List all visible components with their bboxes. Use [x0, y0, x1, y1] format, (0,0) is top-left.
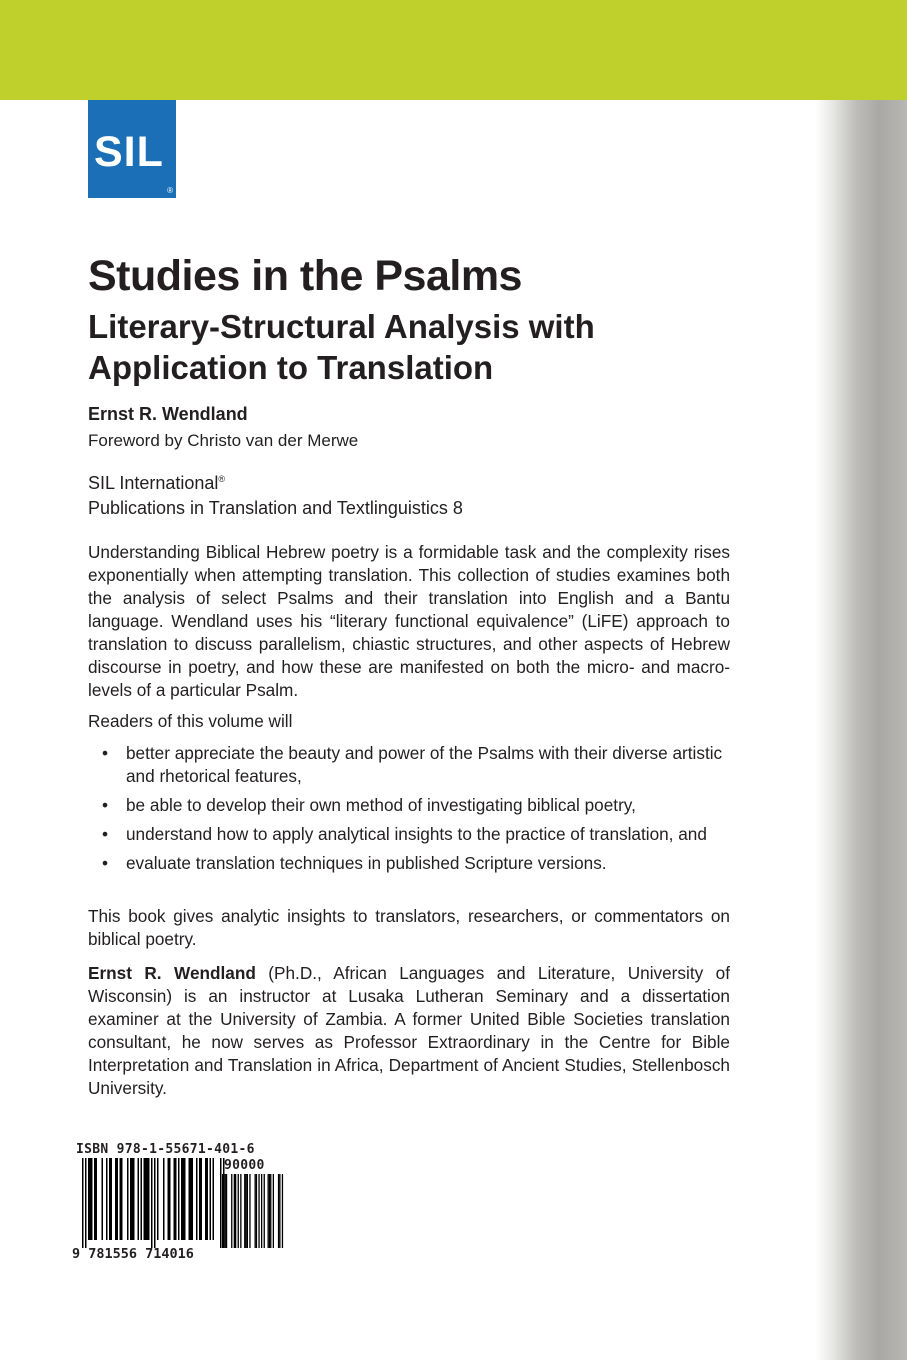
- barcode-bar: [169, 1158, 171, 1240]
- barcode-bar: [190, 1158, 192, 1240]
- barcode-bar: [199, 1158, 201, 1240]
- list-item: [100, 794, 730, 817]
- barcode-bar: [82, 1158, 84, 1248]
- barcode-bar: [220, 1158, 222, 1248]
- barcode-bar: [148, 1158, 150, 1240]
- bullet-icon: •: [102, 853, 109, 873]
- bio-author-name: Ernst R. Wendland: [88, 963, 256, 983]
- addon-bar: [278, 1174, 279, 1248]
- barcode-bar: [157, 1158, 159, 1240]
- barcode-bar: [147, 1158, 149, 1240]
- addon-bar: [231, 1174, 232, 1248]
- isbn-barcode: [72, 1142, 284, 1272]
- bullet-text: understand how to apply analytical insights to the practice of translation, and: [126, 824, 707, 844]
- addon-bar: [234, 1174, 235, 1248]
- barcode-bar: [210, 1158, 212, 1240]
- addon-bar: [268, 1174, 269, 1248]
- addon-bar: [256, 1174, 257, 1248]
- bullet-text: evaluate translation techniques in published Scripture versions.: [126, 853, 607, 873]
- book-subtitle: [88, 306, 708, 388]
- ean-digits: 9 781556 714016: [72, 1246, 194, 1262]
- barcode-bar: [94, 1158, 96, 1240]
- barcode-bar: [138, 1158, 140, 1240]
- addon-bar: [258, 1174, 259, 1248]
- barcode-bar: [207, 1158, 209, 1240]
- barcode-bar: [192, 1158, 194, 1240]
- foreword-credit: Foreword by Christo van der Merwe: [88, 431, 359, 450]
- barcode-bar: [130, 1158, 132, 1240]
- barcode-bar: [102, 1158, 104, 1240]
- addon-bar: [261, 1174, 262, 1248]
- barcode-bar: [85, 1158, 87, 1248]
- addon-bar: [269, 1174, 270, 1248]
- barcode-bar: [183, 1158, 185, 1240]
- barcode-bar: [109, 1158, 111, 1240]
- barcode-bar: [133, 1158, 135, 1240]
- barcode-bar: [154, 1158, 156, 1248]
- publisher-name: SIL International: [88, 473, 219, 493]
- barcode-bar: [201, 1158, 203, 1240]
- barcode-bar: [111, 1158, 113, 1240]
- barcode-bar: [175, 1158, 177, 1240]
- barcode-bar: [91, 1158, 93, 1240]
- barcode-bar: [132, 1158, 134, 1240]
- barcode-bar: [96, 1158, 98, 1240]
- addon-bar: [282, 1174, 283, 1248]
- addon-bar: [264, 1174, 265, 1248]
- addon-bar: [255, 1174, 256, 1248]
- audience-paragraph: This book gives analytic insights to translators, researchers, or commentators on biblical poetry.: [88, 906, 730, 949]
- barcode-bar: [205, 1158, 207, 1240]
- addon-bar: [247, 1174, 248, 1248]
- description-paragraph: Understanding Biblical Hebrew poetry is a formidable task and the complexity rises exponentially when attempting translation. This collection of studies examines both the analysis of select Psalms and their translation into English and a Bantu language. Wendland uses his “literary functional equivalence” (LiFE) approach to translation to discuss parallelism, chiastic structures, and other aspects of Hebrew discourse in poetry, and how these are manifested on both the micro- and macro-levels of a particular Psalm.: [88, 542, 730, 700]
- bullet-text: be able to develop their own method of investigating biblical poetry,: [126, 795, 636, 815]
- readers-intro: Readers of this volume will: [88, 711, 293, 731]
- logo-text: SIL: [94, 128, 164, 176]
- bullet-icon: •: [102, 795, 109, 815]
- book-title: Studies in the Psalms: [88, 252, 522, 300]
- barcode-bar: [120, 1158, 122, 1240]
- barcode-bar: [163, 1158, 165, 1240]
- series-title: Publications in Translation and Textlinguistics 8: [88, 498, 463, 518]
- bullet-icon: •: [102, 743, 109, 763]
- barcode-bar: [88, 1158, 90, 1240]
- list-item: [100, 852, 730, 875]
- logo-registered-mark: ®: [167, 186, 173, 195]
- barcode-bar: [90, 1158, 92, 1240]
- addon-bar: [279, 1174, 280, 1248]
- sil-logo: [88, 100, 176, 198]
- barcode-bar: [127, 1158, 129, 1240]
- addon-bar: [226, 1174, 227, 1248]
- list-item: [100, 742, 730, 788]
- spine-shadow: [815, 100, 907, 1360]
- barcode-bar: [145, 1158, 147, 1240]
- addon-bar: [225, 1174, 226, 1248]
- addon-bar: [270, 1174, 271, 1248]
- subtitle-line-1: Literary-Structural Analysis with: [88, 308, 595, 345]
- author-bio: [88, 962, 730, 1100]
- addon-bar: [249, 1174, 250, 1248]
- barcode-bar: [184, 1158, 186, 1240]
- addon-bar: [244, 1174, 245, 1248]
- barcode-bar: [121, 1158, 123, 1240]
- addon-bar: [240, 1174, 241, 1248]
- addon-bar: [238, 1174, 239, 1248]
- publisher-registered-mark: ®: [218, 474, 226, 484]
- top-color-band: [0, 0, 907, 100]
- barcode-bar: [144, 1158, 146, 1240]
- publisher: [88, 473, 225, 494]
- barcode-bar: [196, 1158, 198, 1240]
- addon-bar: [273, 1174, 274, 1248]
- price-code: 90000: [224, 1158, 265, 1173]
- barcode-bar: [178, 1158, 180, 1240]
- barcode-bar: [189, 1158, 191, 1240]
- addon-bar: [222, 1174, 223, 1248]
- barcode-bar: [213, 1158, 215, 1240]
- addon-bar: [245, 1174, 246, 1248]
- barcode-bar: [181, 1158, 183, 1240]
- barcode-bar: [117, 1158, 119, 1240]
- addon-bar: [235, 1174, 236, 1248]
- benefits-list: [100, 742, 730, 881]
- barcode-bar: [115, 1158, 117, 1240]
- barcode-bar: [174, 1158, 176, 1240]
- isbn-label: ISBN 978-1-55671-401-6: [76, 1142, 255, 1157]
- barcode-bar: [151, 1158, 153, 1248]
- bio-text: (Ph.D., African Languages and Literature, University of Wisconsin) is an instructor at Lusaka Lutheran Seminary and a dissertation examiner at the University of Zambia. A former United Bible Societies translation consultant, he now serves as Professor Extraordinary in the Centre for Bible Interpretation and Translation in Africa, Department of Ancient Studies, Stellenbosch University.: [88, 963, 730, 1098]
- author-name: Ernst R. Wendland: [88, 404, 248, 424]
- barcode-bar: [141, 1158, 143, 1240]
- subtitle-line-2: Application to Translation: [88, 349, 494, 386]
- list-item: [100, 823, 730, 846]
- bullet-icon: •: [102, 824, 109, 844]
- barcode-bar: [168, 1158, 170, 1240]
- barcode-bar: [106, 1158, 108, 1240]
- bullet-text: better appreciate the beauty and power of the Psalms with their diverse artistic and rhetorical features,: [126, 743, 723, 786]
